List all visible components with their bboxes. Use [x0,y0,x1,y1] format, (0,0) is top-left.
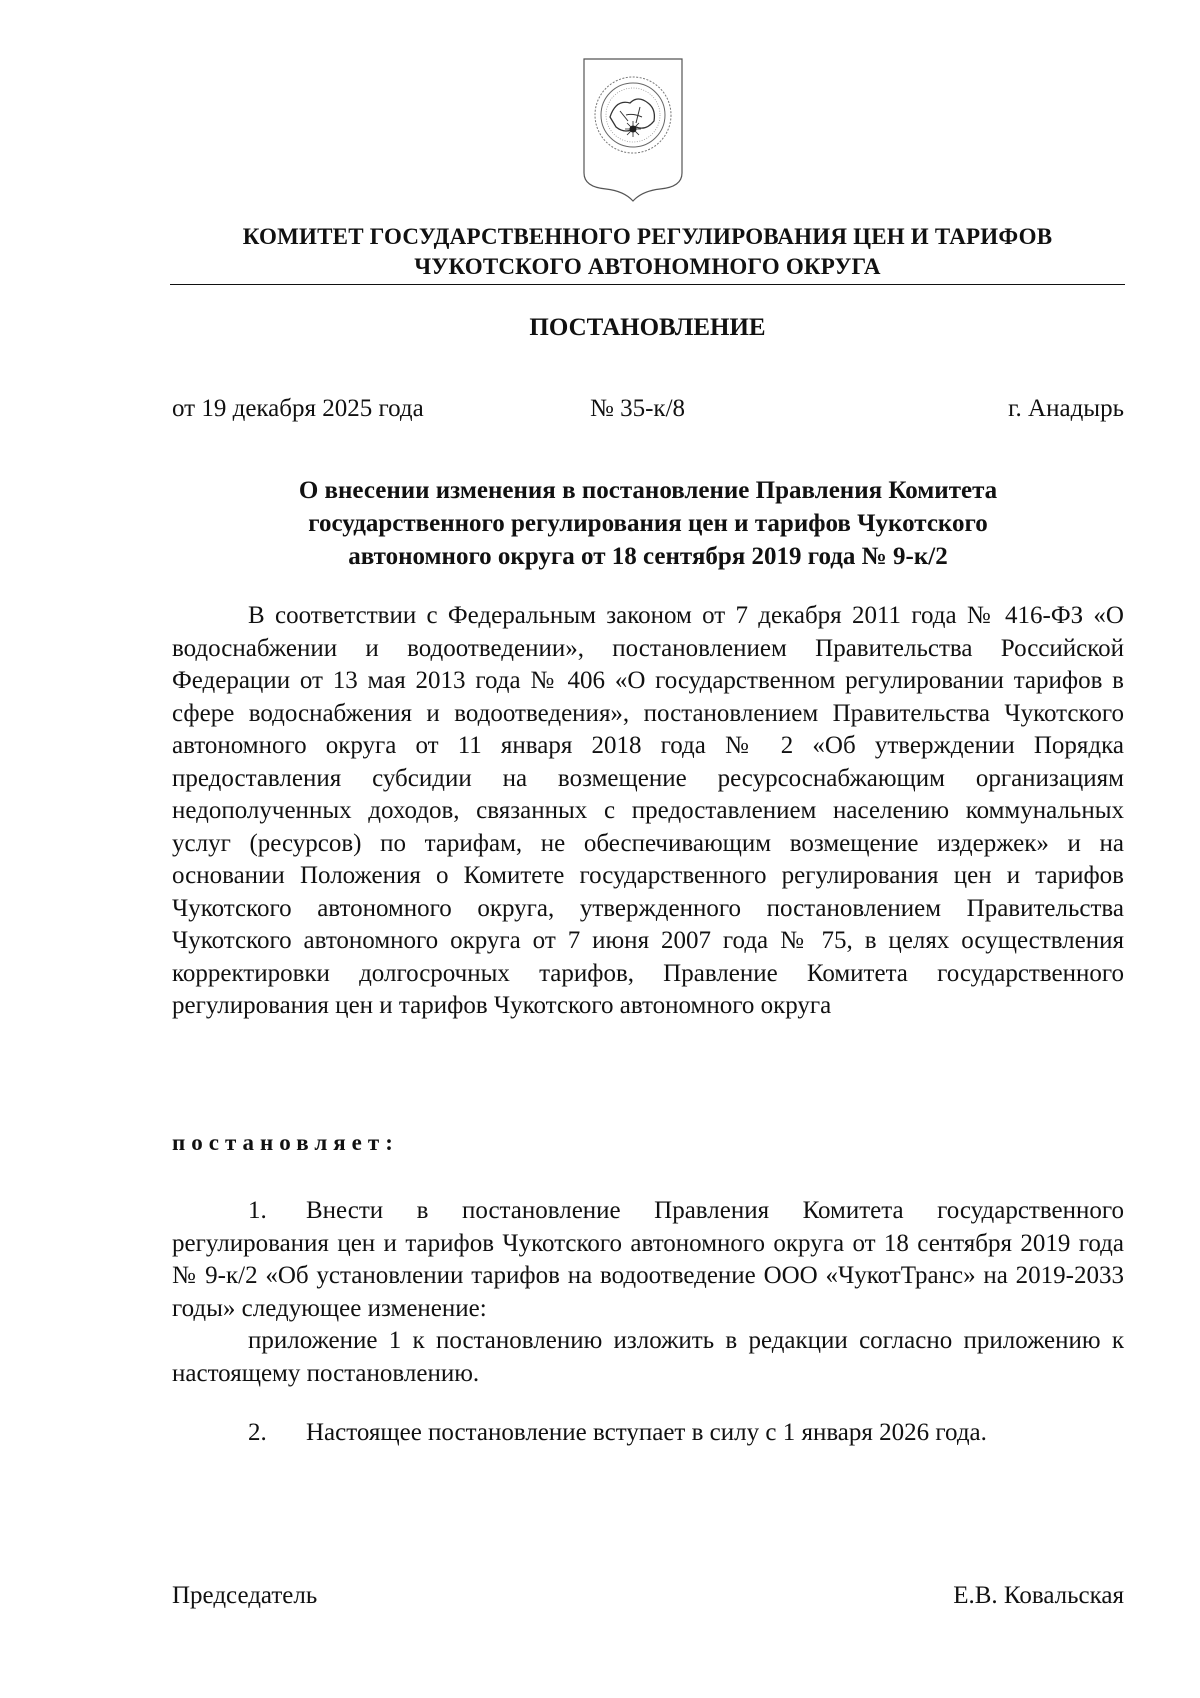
title-line-2: государственного регулирования цен и тарифов Чукотского [308,510,988,537]
preamble-paragraph: В соответствии с Федеральным законом от 7 декабря 2011 года № 416-ФЗ «О водоснабжении и водоотведении», постановлением Правительства Российской Федерации от 13 мая 2013 года № 406 «О государственном регулировании тарифов в сфере водоснабжения и водоотведения», постановлением Правительства Чукотского автономного округа от 11 января 2018 года № 2 «Об утверждении Порядка предоставления субсидии на возмещение ресурсоснабжающим организациям недополученных доходов, связанных с предоставлением населению коммунальных услуг (ресурсов) по тарифам, не обеспечивающим возмещение издержек» и на основании Положения о Комитете государственного регулирования цен и тарифов Чукотского автономного округа, утвержденного постановлением Правительства Чукотского автономного округа от 7 июня 2007 года № 75, в целях осуществления корректировки долгосрочных тарифов, Правление Комитета государственного регулирования цен и тарифов Чукотского автономного округа [172,602,1124,1019]
document-title [172,474,1124,573]
title-line-1: О внесении изменения в постановление Правления Комитета [298,477,998,504]
organization-name [170,222,1125,282]
item-1-text: Внести в постановление Правления Комитета государственного регулирования цен и тарифов Чукотского автономного округа от 18 сентября 2019 года № 9-к/2 «Об установлении тарифов на водоотведение ООО «ЧукотТранс» на 2019-2033 годы» следующее изменение: [172,1197,1124,1322]
list-item-2 [172,1417,1124,1450]
organization-line-1: КОМИТЕТ ГОСУДАРСТВЕННОГО РЕГУЛИРОВАНИЯ ЦЕН И ТАРИФОВ [242,224,1053,249]
organization-line-2: ЧУКОТСКОГО АВТОНОМНОГО ОКРУГА [414,254,881,279]
item-2-text: Настоящее постановление вступает в силу с 1 января 2026 года. [306,1419,987,1446]
item-2-number: 2. [248,1419,267,1446]
signatory-name: Е.В. Ковальская [953,1582,1124,1609]
document-city: г. Анадырь [1008,395,1124,422]
header-divider [170,284,1125,285]
title-line-3: автономного округа от 18 сентября 2019 года № 9-к/2 [348,543,948,570]
signatory-role: Председатель [172,1582,318,1609]
item-1-number: 1. [248,1197,267,1224]
document-type: ПОСТАНОВЛЕНИЕ [529,314,766,341]
signature-block [172,1580,1124,1614]
document-number: № 35-к/8 [590,395,686,422]
list-item-1 [172,1195,1124,1390]
document-meta [172,393,1124,427]
coat-of-arms-icon [580,55,686,205]
item-1-subtext: приложение 1 к постановлению изложить в редакции согласно приложению к настоящему постановлению. [172,1327,1124,1387]
document-date: от 19 декабря 2025 года [172,395,424,422]
decree-word: постановляет: [172,1130,399,1155]
